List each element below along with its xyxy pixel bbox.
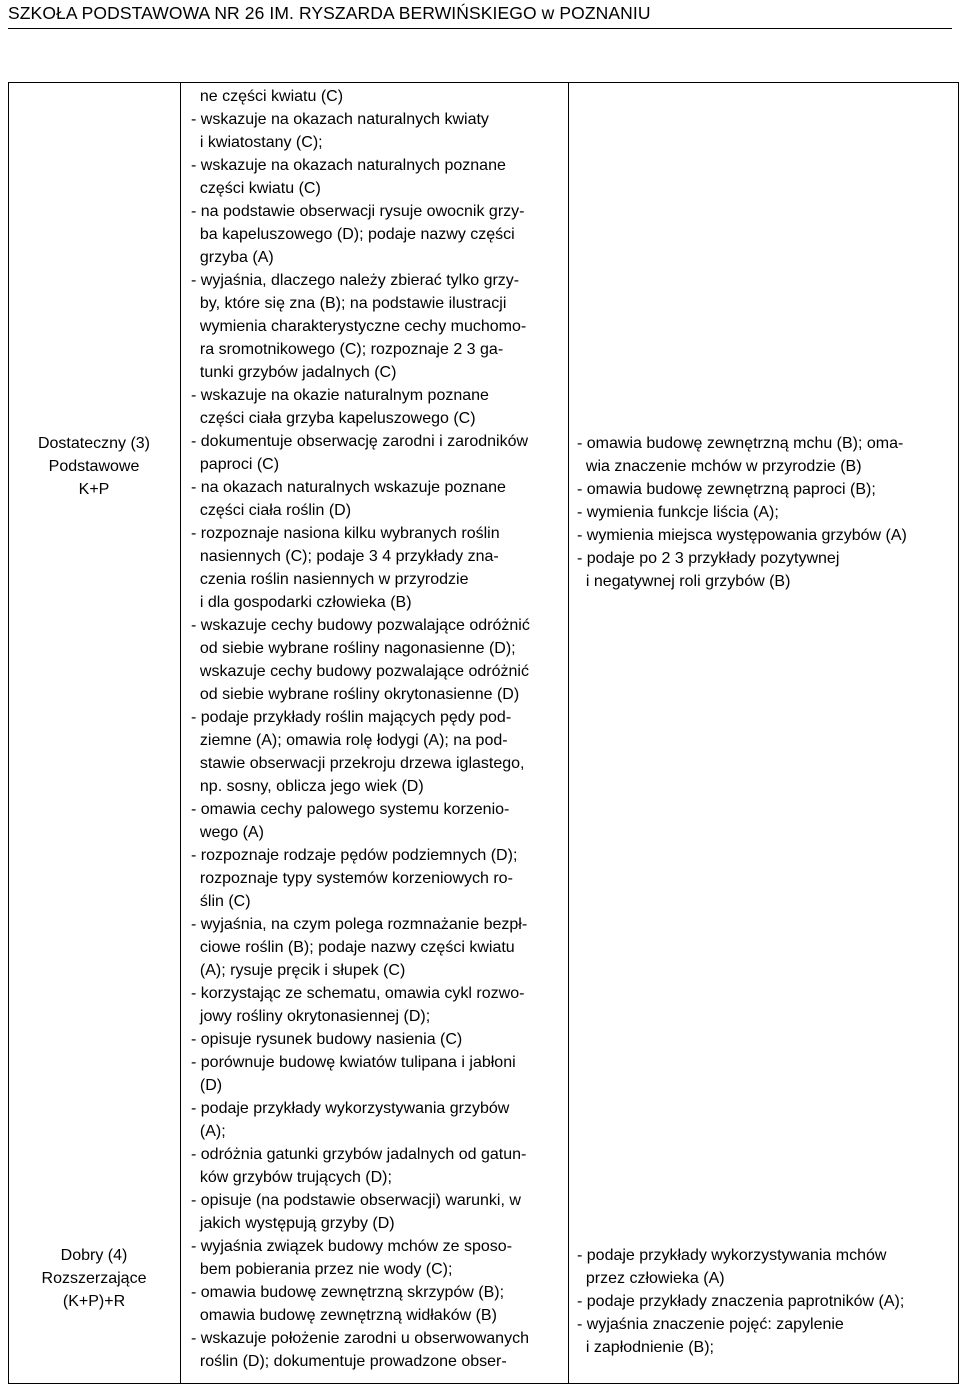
requirement-line: paproci (C) <box>191 456 280 473</box>
level-grade: Dostateczny (3) <box>37 435 151 452</box>
requirement-line: roślin (D); dokumentuje prowadzone obser- <box>191 1353 507 1370</box>
requirement-line: - omawia cechy palowego systemu korzenio- <box>191 801 510 818</box>
column-divider-1 <box>180 82 181 1384</box>
requirement-line: od siebie wybrane rośliny okrytonasienne (D) <box>191 686 520 703</box>
requirement-line: - opisuje rysunek budowy nasienia (C) <box>191 1031 463 1048</box>
requirement-line: - na okazach naturalnych wskazuje poznane <box>191 479 506 496</box>
requirement-line: np. sosny, oblicza jego wiek (D) <box>191 778 424 795</box>
requirement-line: - wymienia funkcje liścia (A); <box>577 504 779 521</box>
requirement-line: - wskazuje cechy budowy pozwalające odróżnić <box>191 617 530 634</box>
requirements-table <box>8 82 960 1384</box>
requirement-line: - rozpoznaje rodzaje pędów podziemnych (D); <box>191 847 518 864</box>
requirement-line: - odróżnia gatunki grzybów jadalnych od gatun- <box>191 1146 527 1163</box>
table-top-border <box>8 82 959 83</box>
requirement-line: - wyjaśnia związek budowy mchów ze sposo- <box>191 1238 513 1255</box>
requirement-line: wia znaczenie mchów w przyrodzie (B) <box>577 458 862 475</box>
requirement-line: części ciała grzyba kapeluszowego (C) <box>191 410 476 427</box>
requirement-line: wskazuje cechy budowy pozwalające odróżnić <box>191 663 529 680</box>
requirement-line: ków grzybów trujących (D); <box>191 1169 392 1186</box>
requirement-line: ra sromotnikowego (C); rozpoznaje 2 3 ga- <box>191 341 504 358</box>
requirement-line: wymienia charakterystyczne cechy muchomo- <box>191 318 527 335</box>
requirement-line: wego (A) <box>191 824 264 841</box>
requirement-line: części ciała roślin (D) <box>191 502 352 519</box>
requirement-line: - korzystając ze schematu, omawia cykl rozwo- <box>191 985 525 1002</box>
requirements-column-right-lower <box>577 1244 957 1359</box>
requirement-line: - porównuje budowę kwiatów tulipana i jabłoni <box>191 1054 516 1071</box>
school-name: SZKOŁA PODSTAWOWA NR 26 IM. RYSZARDA BERWIŃSKIEGO w POZNANIU <box>8 3 651 23</box>
requirement-line: - omawia budowę zewnętrzną skrzypów (B); <box>191 1284 505 1301</box>
requirement-line: grzyba (A) <box>191 249 274 266</box>
requirement-line: - wyjaśnia znaczenie pojęć: zapylenie <box>577 1316 844 1333</box>
requirement-line: - rozpoznaje nasiona kilku wybranych roślin <box>191 525 500 542</box>
requirement-line: (A); <box>191 1123 226 1140</box>
requirement-line: - podaje przykłady wykorzystywania mchów <box>577 1247 887 1264</box>
page-header <box>8 2 952 29</box>
requirement-line: rozpoznaje typy systemów korzeniowych ro- <box>191 870 513 887</box>
table-bottom-border <box>8 1383 959 1384</box>
requirement-line: ślin (C) <box>191 893 251 910</box>
requirement-line: - podaje przykłady wykorzystywania grzybów <box>191 1100 510 1117</box>
table-right-border <box>958 82 959 1384</box>
requirement-line: - na podstawie obserwacji rysuje owocnik grzy- <box>191 203 525 220</box>
level-category: Podstawowe <box>48 458 140 475</box>
level-dostateczny <box>8 432 180 501</box>
requirement-line: - wyjaśnia, dlaczego należy zbierać tylko grzy- <box>191 272 520 289</box>
level-grade: Dobry (4) <box>60 1247 128 1264</box>
requirement-line: by, które się zna (B); na podstawie ilustracji <box>191 295 507 312</box>
level-dobry <box>8 1244 180 1313</box>
requirement-line: - omawia budowę zewnętrzną mchu (B); oma- <box>577 435 904 452</box>
requirement-line: tunki grzybów jadalnych (C) <box>191 364 397 381</box>
requirement-line: jowy rośliny okrytonasiennej (D); <box>191 1008 431 1025</box>
requirement-line: bem pobierania przez nie wody (C); <box>191 1261 453 1278</box>
requirement-line: - podaje po 2 3 przykłady pozytywnej <box>577 550 840 567</box>
level-code: (K+P)+R <box>62 1293 126 1310</box>
requirement-line: (A); rysuje pręcik i słupek (C) <box>191 962 406 979</box>
requirement-line: - wskazuje na okazie naturalnym poznane <box>191 387 489 404</box>
requirement-line: omawia budowę zewnętrzną widłaków (B) <box>191 1307 497 1324</box>
requirement-line: - podaje przykłady znaczenia paprotników (A); <box>577 1293 905 1310</box>
requirement-line: jakich występują grzyby (D) <box>191 1215 395 1232</box>
level-category: Rozszerzające <box>41 1270 147 1287</box>
requirement-line: czenia roślin nasiennych w przyrodzie <box>191 571 469 588</box>
requirement-line: ziemne (A); omawia rolę łodygi (A); na pod- <box>191 732 508 749</box>
column-divider-2 <box>568 82 569 1384</box>
requirement-line: ciowe roślin (B); podaje nazwy części kwiatu <box>191 939 515 956</box>
requirement-line: i kwiatostany (C); <box>191 134 323 151</box>
requirement-line: od siebie wybrane rośliny nagonasienne (D); <box>191 640 516 657</box>
requirement-line: - wymienia miejsca występowania grzybów (A) <box>577 527 907 544</box>
requirement-line: - omawia budowę zewnętrzną paproci (B); <box>577 481 876 498</box>
requirement-line: - wskazuje na okazach naturalnych kwiaty <box>191 111 489 128</box>
requirements-column-right-upper <box>577 432 957 593</box>
requirement-line: - wyjaśnia, na czym polega rozmnażanie bezpł- <box>191 916 528 933</box>
requirement-line: (D) <box>191 1077 223 1094</box>
requirement-line: - opisuje (na podstawie obserwacji) warunki, w <box>191 1192 521 1209</box>
requirements-column-middle <box>191 85 566 1373</box>
requirement-line: i negatywnej roli grzybów (B) <box>577 573 791 590</box>
requirement-line: nasiennych (C); podaje 3 4 przykłady zna- <box>191 548 499 565</box>
table-left-border <box>8 82 9 1384</box>
requirement-line: przez człowieka (A) <box>577 1270 725 1287</box>
requirement-line: ba kapeluszowego (D); podaje nazwy części <box>191 226 515 243</box>
requirement-line: - podaje przykłady roślin mających pędy pod- <box>191 709 512 726</box>
level-code: K+P <box>78 481 110 498</box>
requirement-line: i zapłodnienie (B); <box>577 1339 714 1356</box>
requirement-line: ne części kwiatu (C) <box>191 88 344 105</box>
requirement-line: części kwiatu (C) <box>191 180 321 197</box>
requirement-line: - wskazuje położenie zarodni u obserwowanych <box>191 1330 529 1347</box>
requirement-line: - wskazuje na okazach naturalnych poznane <box>191 157 506 174</box>
requirement-line: - dokumentuje obserwację zarodni i zarodników <box>191 433 529 450</box>
requirement-line: i dla gospodarki człowieka (B) <box>191 594 412 611</box>
requirement-line: stawie obserwacji przekroju drzewa iglastego, <box>191 755 525 772</box>
